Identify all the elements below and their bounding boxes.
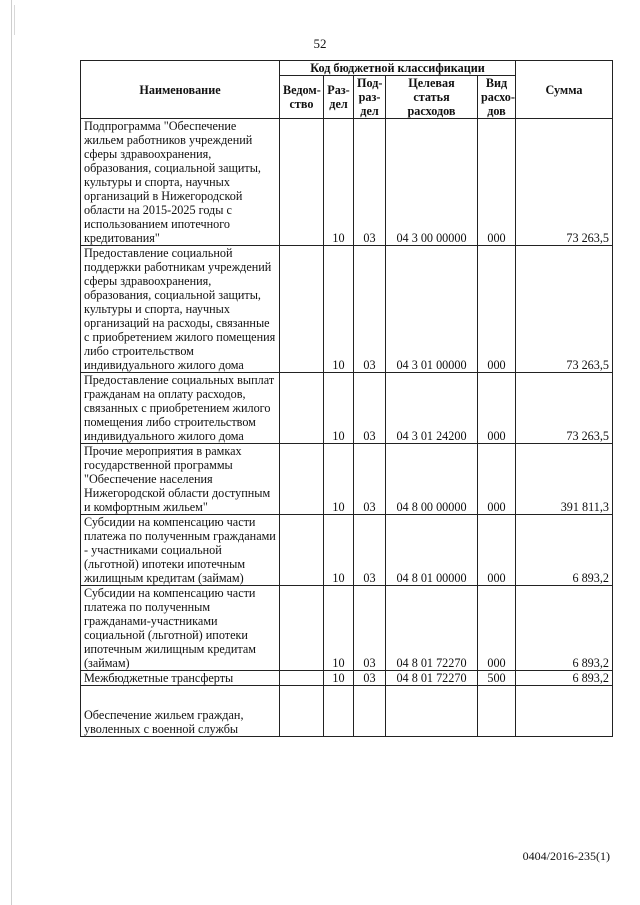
row-sum: 6 893,2: [516, 515, 613, 586]
table-row: [81, 586, 613, 671]
row-vedomstvo: [280, 119, 324, 246]
row-razdel: 10: [324, 586, 354, 671]
row-name: Предоставление социальной поддержки работникам учреждений сферы здравоохранения, образования, социальной защиты, культуры и спорта, научных организаций на расходы, связанные с приобретением жилого помещения либо строительством индивидуального жилого дома: [81, 246, 280, 373]
row-podrazdel: 03: [354, 119, 386, 246]
row-vid: 500: [478, 671, 516, 686]
row-vid: 000: [478, 444, 516, 515]
table-row: [81, 444, 613, 515]
row-sum: 6 893,2: [516, 586, 613, 671]
row-vedomstvo: [280, 686, 324, 737]
row-name: Подпрограмма "Обеспечение жильем работников учреждений сферы здравоохранения, образования, социальной защиты, культуры и спорта, научных организаций в Нижегородской области на 2015-2025 годы с использованием ипотечного кредитования": [81, 119, 280, 246]
row-podrazdel: 03: [354, 444, 386, 515]
table-row: [81, 686, 613, 737]
row-sum: 73 263,5: [516, 373, 613, 444]
row-name: Субсидии на компенсацию части платежа по полученным гражданами-участниками социальной (льготной) ипотеки ипотечным жилищным кредитам (займам): [81, 586, 280, 671]
table-row: [81, 246, 613, 373]
row-podrazdel: 03: [354, 671, 386, 686]
row-sum: 6 893,2: [516, 671, 613, 686]
row-sum: 73 263,5: [516, 119, 613, 246]
row-celevaya: 04 8 00 00000: [386, 444, 478, 515]
table-row: [81, 671, 613, 686]
row-vid: 000: [478, 373, 516, 444]
header-sum: Сумма: [516, 61, 613, 119]
row-vedomstvo: [280, 373, 324, 444]
row-name: Межбюджетные трансферты: [81, 671, 280, 686]
row-vedomstvo: [280, 246, 324, 373]
row-podrazdel: 03: [354, 246, 386, 373]
row-sum: 391 811,3: [516, 444, 613, 515]
row-celevaya: [386, 686, 478, 737]
header-vid: Вид расхо- дов: [478, 76, 516, 119]
header-podrazdel: Под- раз- дел: [354, 76, 386, 119]
row-razdel: 10: [324, 246, 354, 373]
row-razdel: [324, 686, 354, 737]
row-sum: [516, 686, 613, 737]
row-vid: 000: [478, 586, 516, 671]
row-celevaya: 04 8 01 72270: [386, 586, 478, 671]
header-razdel: Раз- дел: [324, 76, 354, 119]
row-name: Субсидии на компенсацию части платежа по полученным гражданами - участниками социальной (льготной) ипотеки ипотечным жилищным кредитам (займам): [81, 515, 280, 586]
row-razdel: 10: [324, 515, 354, 586]
document-code: 0404/2016-235(1): [522, 849, 610, 863]
row-podrazdel: 03: [354, 586, 386, 671]
scan-edge-mark: [14, 5, 15, 35]
header-vedomstvo: Ведом- ство: [280, 76, 324, 119]
page-number: 52: [313, 36, 327, 51]
row-podrazdel: [354, 686, 386, 737]
row-vedomstvo: [280, 586, 324, 671]
row-vedomstvo: [280, 671, 324, 686]
row-razdel: 10: [324, 444, 354, 515]
row-celevaya: 04 3 01 24200: [386, 373, 478, 444]
row-podrazdel: 03: [354, 515, 386, 586]
row-celevaya: 04 3 00 00000: [386, 119, 478, 246]
row-vid: 000: [478, 119, 516, 246]
row-sum: 73 263,5: [516, 246, 613, 373]
header-name: Наименование: [81, 61, 280, 119]
row-razdel: 10: [324, 671, 354, 686]
row-vedomstvo: [280, 444, 324, 515]
table-row: [81, 119, 613, 246]
row-name: Обеспечение жильем граждан, уволенных с военной службы: [81, 686, 280, 737]
row-name: Прочие мероприятия в рамках государственной программы "Обеспечение населения Нижегородской области доступным и комфортным жильем": [81, 444, 280, 515]
scan-edge-line: [11, 0, 12, 905]
row-name: Предоставление социальных выплат гражданам на оплату расходов, связанных с приобретением жилого помещения либо строительством индивидуального жилого дома: [81, 373, 280, 444]
row-vedomstvo: [280, 515, 324, 586]
table-row: [81, 515, 613, 586]
row-celevaya: 04 3 01 00000: [386, 246, 478, 373]
row-vid: 000: [478, 246, 516, 373]
row-vid: [478, 686, 516, 737]
table-row: [81, 373, 613, 444]
header-classification-group: Код бюджетной классификации: [280, 61, 516, 76]
row-podrazdel: 03: [354, 373, 386, 444]
budget-table: [80, 60, 613, 737]
header-celevaya: Целевая статья расходов: [386, 76, 478, 119]
row-celevaya: 04 8 01 00000: [386, 515, 478, 586]
row-razdel: 10: [324, 373, 354, 444]
row-vid: 000: [478, 515, 516, 586]
row-celevaya: 04 8 01 72270: [386, 671, 478, 686]
row-razdel: 10: [324, 119, 354, 246]
